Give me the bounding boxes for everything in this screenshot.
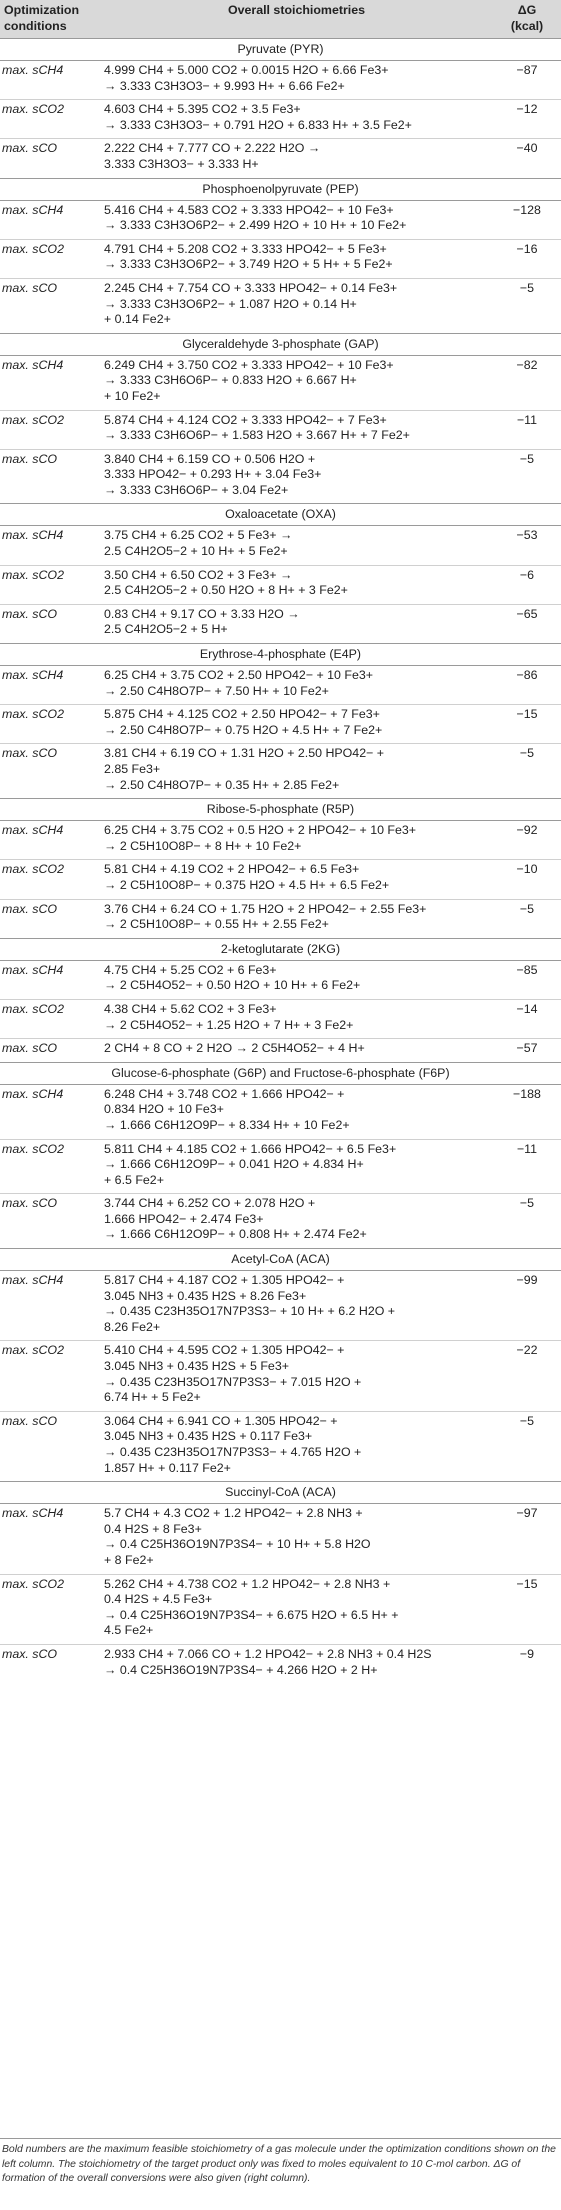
delta-g-cell: −11 bbox=[493, 1139, 561, 1194]
equation-line: 5.410 CH4 + 4.595 CO2 + 1.305 HPO42− + bbox=[104, 1343, 345, 1358]
equation-line: + 6.5 Fe2+ bbox=[104, 1172, 164, 1187]
stoichiometry-cell bbox=[100, 1271, 493, 1341]
header-conditions-line2: conditions bbox=[4, 19, 67, 33]
equation-line: 1.666 HPO42− + 2.474 Fe3+ bbox=[104, 1211, 264, 1226]
delta-g-cell: −22 bbox=[493, 1341, 561, 1411]
condition-cell: max. sCO2 bbox=[0, 1341, 100, 1411]
equation-line: 3.840 CH4 + 6.159 CO + 0.506 H2O + bbox=[104, 451, 316, 466]
delta-g-cell: −40 bbox=[493, 139, 561, 178]
condition-cell: max. sCO bbox=[0, 1039, 100, 1063]
equation-line: 8.26 Fe2+ bbox=[104, 1319, 161, 1334]
delta-g-cell: −10 bbox=[493, 860, 561, 899]
equation-line: 3.744 CH4 + 6.252 CO + 2.078 H2O + bbox=[104, 1196, 316, 1211]
equation-line: → 3.333 C3H3O3− + 9.993 H+ + 6.66 Fe2+ bbox=[104, 78, 345, 93]
equation-line: 5.874 CH4 + 4.124 CO2 + 3.333 HPO42− + 7 Fe3+ bbox=[104, 412, 387, 427]
table-row bbox=[0, 100, 561, 139]
condition-cell: max. sCH4 bbox=[2, 1506, 64, 1521]
section-title: Erythrose-4-phosphate (E4P) bbox=[0, 644, 561, 666]
stoichiometry-cell bbox=[100, 860, 493, 899]
section-title: Glyceraldehyde 3-phosphate (GAP) bbox=[0, 333, 561, 355]
stoichiometry-cell bbox=[100, 449, 493, 504]
section-header-row bbox=[0, 799, 561, 821]
stoichiometry-cell bbox=[100, 61, 493, 100]
section-title: 2-ketoglutarate (2KG) bbox=[0, 938, 561, 960]
equation-line: 6.74 H+ + 5 Fe2+ bbox=[104, 1390, 201, 1405]
equation-line: → 1.666 C6H12O9P− + 8.334 H+ + 10 Fe2+ bbox=[104, 1117, 350, 1132]
table-row bbox=[0, 1504, 561, 1574]
section-header-row bbox=[0, 333, 561, 355]
table-row bbox=[0, 960, 561, 999]
equation-line: → 2 C5H4O52− + 0.50 H2O + 10 H+ + 6 Fe2+ bbox=[104, 978, 361, 993]
delta-g-cell: −14 bbox=[493, 999, 561, 1038]
table-footnote: Bold numbers are the maximum feasible stoichiometry of a gas molecule under the optimization conditions shown on the left column. The stoichiometry of the target product only was fixed to moles equivalent to 10 C-mol carbon. ΔG of formation of the overall conversions were also given (right column). bbox=[0, 2138, 561, 2187]
section-title: Ribose-5-phosphate (R5P) bbox=[0, 799, 561, 821]
equation-line: 3.76 CH4 + 6.24 CO + 1.75 H2O + 2 HPO42− + 2.55 Fe3+ bbox=[104, 901, 427, 916]
delta-g-cell: −99 bbox=[516, 1273, 538, 1288]
section-header-row bbox=[0, 1249, 561, 1271]
condition-cell: max. sCO2 bbox=[0, 410, 100, 449]
equation-line: 5.875 CH4 + 4.125 CO2 + 2.50 HPO42− + 7 Fe3+ bbox=[104, 707, 380, 722]
equation-line: 2.222 CH4 + 7.777 CO + 2.222 H2O → bbox=[104, 141, 321, 156]
condition-cell: max. sCO bbox=[0, 604, 100, 643]
equation-line: → 2.50 C4H8O7P− + 7.50 H+ + 10 Fe2+ bbox=[104, 683, 329, 698]
stoichiometry-cell bbox=[100, 1139, 493, 1194]
equation-line: 2.5 C4H2O5−2 + 5 H+ bbox=[104, 622, 228, 637]
stoichiometry-cell bbox=[100, 999, 493, 1038]
equation-line: → 2.50 C4H8O7P− + 0.35 H+ + 2.85 Fe2+ bbox=[104, 777, 340, 792]
section-title: Succinyl-CoA (ACA) bbox=[0, 1482, 561, 1504]
section-header-row bbox=[0, 504, 561, 526]
equation-line: 5.81 CH4 + 4.19 CO2 + 2 HPO42− + 6.5 Fe3+ bbox=[104, 862, 360, 877]
equation-line: 2.933 CH4 + 7.066 CO + 1.2 HPO42− + 2.8 NH3 + 0.4 H2S bbox=[104, 1646, 432, 1661]
equation-line: → 2 C5H10O8P− + 8 H+ + 10 Fe2+ bbox=[104, 838, 302, 853]
table-row bbox=[0, 139, 561, 178]
table-row bbox=[0, 1139, 561, 1194]
table-row bbox=[0, 744, 561, 799]
condition-cell: max. sCH4 bbox=[2, 668, 64, 683]
delta-g-cell: −16 bbox=[493, 239, 561, 278]
condition-cell: max. sCH4 bbox=[2, 202, 64, 217]
table-row bbox=[0, 1411, 561, 1481]
equation-line: 4.38 CH4 + 5.62 CO2 + 3 Fe3+ bbox=[104, 1001, 277, 1016]
equation-line: → 0.4 C25H36O19N7P3S4− + 6.675 H2O + 6.5 H+ + bbox=[104, 1607, 399, 1622]
equation-line: → 3.333 C3H3O3− + 0.791 H2O + 6.833 H+ + 3.5 Fe2+ bbox=[104, 117, 412, 132]
delta-g-cell: −97 bbox=[516, 1506, 538, 1521]
equation-line: 0.83 CH4 + 9.17 CO + 3.33 H2O → bbox=[104, 606, 300, 621]
condition-cell: max. sCH4 bbox=[2, 962, 64, 977]
delta-g-cell: −12 bbox=[493, 100, 561, 139]
equation-line: 6.248 CH4 + 3.748 CO2 + 1.666 HPO42− + bbox=[104, 1086, 345, 1101]
stoichiometry-cell bbox=[100, 1341, 493, 1411]
equation-line: → 3.333 C3H6O6P− + 0.833 H2O + 6.667 H+ bbox=[104, 373, 357, 388]
equation-line: 5.262 CH4 + 4.738 CO2 + 1.2 HPO42− + 2.8 NH3 + bbox=[104, 1576, 391, 1591]
delta-g-cell: −85 bbox=[516, 962, 538, 977]
stoichiometry-cell bbox=[100, 1411, 493, 1481]
equation-line: 3.333 HPO42− + 0.293 H+ + 3.04 Fe3+ bbox=[104, 467, 322, 482]
table-row bbox=[0, 355, 561, 410]
header-row bbox=[0, 0, 561, 39]
section-title: Phosphoenolpyruvate (PEP) bbox=[0, 178, 561, 200]
table-row bbox=[0, 1194, 561, 1249]
condition-cell: max. sCO bbox=[0, 449, 100, 504]
header-dg-line2: (kcal) bbox=[510, 19, 544, 33]
delta-g-cell: −15 bbox=[493, 705, 561, 744]
table-row bbox=[0, 278, 561, 333]
condition-cell: max. sCH4 bbox=[2, 357, 64, 372]
table-row bbox=[0, 200, 561, 239]
table-row bbox=[0, 1039, 561, 1063]
equation-line: 2.5 C4H2O5−2 + 0.50 H2O + 8 H+ + 3 Fe2+ bbox=[104, 583, 348, 598]
equation-line: 3.75 CH4 + 6.25 CO2 + 5 Fe3+ → bbox=[104, 528, 293, 543]
section-header-row bbox=[0, 1062, 561, 1084]
equation-line: 4.75 CH4 + 5.25 CO2 + 6 Fe3+ bbox=[104, 962, 277, 977]
equation-line: 3.045 NH3 + 0.435 H2S + 0.117 Fe3+ bbox=[104, 1429, 313, 1444]
equation-line: → 2 C5H4O52− + 1.25 H2O + 7 H+ + 3 Fe2+ bbox=[104, 1017, 354, 1032]
condition-cell: max. sCO2 bbox=[0, 1574, 100, 1644]
equation-line: → 2 C5H10O8P− + 0.55 H+ + 2.55 Fe2+ bbox=[104, 917, 329, 932]
stoichiometry-cell bbox=[100, 1574, 493, 1644]
equation-line: → 3.333 C3H3O6P2− + 1.087 H2O + 0.14 H+ bbox=[104, 296, 357, 311]
table-row bbox=[0, 860, 561, 899]
condition-cell: max. sCO2 bbox=[0, 1139, 100, 1194]
condition-cell: max. sCH4 bbox=[2, 1086, 64, 1101]
equation-line: 3.064 CH4 + 6.941 CO + 1.305 HPO42− + bbox=[104, 1413, 338, 1428]
stoichiometry-cell bbox=[100, 239, 493, 278]
condition-cell: max. sCO bbox=[0, 1411, 100, 1481]
condition-cell: max. sCO2 bbox=[0, 100, 100, 139]
condition-cell: max. sCO bbox=[0, 1644, 100, 1683]
equation-line: → 1.666 C6H12O9P− + 0.808 H+ + 2.474 Fe2+ bbox=[104, 1227, 367, 1242]
condition-cell: max. sCO2 bbox=[0, 860, 100, 899]
stoichiometry-cell bbox=[100, 200, 493, 239]
stoichiometry-cell bbox=[100, 744, 493, 799]
condition-cell: max. sCH4 bbox=[2, 1273, 64, 1288]
table-row bbox=[0, 565, 561, 604]
delta-g-cell: −128 bbox=[513, 202, 541, 217]
header-stoichiometries: Overall stoichiometries bbox=[100, 0, 493, 39]
stoichiometry-cell bbox=[100, 1039, 493, 1063]
stoichiometry-cell bbox=[100, 355, 493, 410]
delta-g-cell: −5 bbox=[493, 744, 561, 799]
section-title: Pyruvate (PYR) bbox=[0, 39, 561, 61]
equation-line: → 3.333 C3H6O6P− + 1.583 H2O + 3.667 H+ + 7 Fe2+ bbox=[104, 428, 410, 443]
equation-line: 0.4 H2S + 8 Fe3+ bbox=[104, 1521, 202, 1536]
delta-g-cell: −5 bbox=[493, 1411, 561, 1481]
equation-line: → 0.435 C23H35O17N7P3S3− + 7.015 H2O + bbox=[104, 1374, 362, 1389]
equation-line: 1.857 H+ + 0.117 Fe2+ bbox=[104, 1460, 231, 1475]
section-header-row bbox=[0, 644, 561, 666]
delta-g-cell: −57 bbox=[493, 1039, 561, 1063]
table-row bbox=[0, 604, 561, 643]
table-row bbox=[0, 999, 561, 1038]
section-header-row bbox=[0, 39, 561, 61]
header-delta-g bbox=[493, 0, 561, 39]
header-conditions bbox=[0, 0, 100, 39]
section-title: Oxaloacetate (OXA) bbox=[0, 504, 561, 526]
equation-line: 6.25 CH4 + 3.75 CO2 + 0.5 H2O + 2 HPO42− + 10 Fe3+ bbox=[104, 823, 417, 838]
delta-g-cell: −9 bbox=[493, 1644, 561, 1683]
equation-line: 4.5 Fe2+ bbox=[104, 1623, 154, 1638]
table-row bbox=[0, 526, 561, 565]
condition-cell: max. sCO bbox=[0, 278, 100, 333]
equation-line: 2.5 C4H2O5−2 + 10 H+ + 5 Fe2+ bbox=[104, 544, 288, 559]
equation-line: 3.333 C3H3O3− + 3.333 H+ bbox=[104, 156, 259, 171]
equation-line: 3.81 CH4 + 6.19 CO + 1.31 H2O + 2.50 HPO42− + bbox=[104, 746, 384, 761]
equation-line: 4.791 CH4 + 5.208 CO2 + 3.333 HPO42− + 5 Fe3+ bbox=[104, 241, 387, 256]
stoichiometry-cell bbox=[100, 1504, 493, 1574]
delta-g-cell: −82 bbox=[516, 357, 538, 372]
equation-line: → 2.50 C4H8O7P− + 0.75 H2O + 4.5 H+ + 7 Fe2+ bbox=[104, 722, 383, 737]
condition-cell: max. sCO2 bbox=[0, 239, 100, 278]
table-body bbox=[0, 39, 561, 1684]
delta-g-cell: −188 bbox=[513, 1086, 541, 1101]
equation-line: → 3.333 C3H3O6P2− + 3.749 H2O + 5 H+ + 5 Fe2+ bbox=[104, 257, 393, 272]
stoichiometry-cell bbox=[100, 604, 493, 643]
stoichiometry-cell bbox=[100, 139, 493, 178]
equation-line: 0.834 H2O + 10 Fe3+ bbox=[104, 1102, 224, 1117]
equation-line: + 8 Fe2+ bbox=[104, 1552, 154, 1567]
stoichiometry-cell bbox=[100, 100, 493, 139]
equation-line: → 0.435 C23H35O17N7P3S3− + 4.765 H2O + bbox=[104, 1445, 362, 1459]
equation-line: 3.045 NH3 + 0.435 H2S + 5 Fe3+ bbox=[104, 1359, 289, 1374]
condition-cell: max. sCH4 bbox=[2, 528, 64, 543]
stoichiometry-cell bbox=[100, 666, 493, 705]
stoichiometry-cell bbox=[100, 960, 493, 999]
delta-g-cell: −15 bbox=[493, 1574, 561, 1644]
equation-line: 5.817 CH4 + 4.187 CO2 + 1.305 HPO42− + bbox=[104, 1273, 345, 1288]
stoichiometry-cell bbox=[100, 1194, 493, 1249]
stoichiometry-cell bbox=[100, 705, 493, 744]
delta-g-cell: −92 bbox=[516, 823, 538, 838]
delta-g-cell: −65 bbox=[493, 604, 561, 643]
equation-line: → 3.333 C3H3O6P2− + 2.499 H2O + 10 H+ + 10 Fe2+ bbox=[104, 218, 407, 233]
stoichiometry-cell bbox=[100, 1084, 493, 1139]
table-row bbox=[0, 899, 561, 938]
equation-line: → 0.4 C25H36O19N7P3S4− + 4.266 H2O + 2 H+ bbox=[104, 1662, 378, 1677]
stoichiometry-cell bbox=[100, 526, 493, 565]
condition-cell: max. sCO bbox=[0, 899, 100, 938]
table-row bbox=[0, 1084, 561, 1139]
table-row bbox=[0, 61, 561, 100]
section-title: Glucose-6-phosphate (G6P) and Fructose-6-phosphate (F6P) bbox=[0, 1062, 561, 1084]
stoichiometry-cell bbox=[100, 278, 493, 333]
stoichiometry-cell bbox=[100, 565, 493, 604]
condition-cell: max. sCO bbox=[0, 1194, 100, 1249]
delta-g-cell: −86 bbox=[516, 668, 538, 683]
condition-cell: max. sCH4 bbox=[2, 823, 64, 838]
equation-line: 0.4 H2S + 4.5 Fe3+ bbox=[104, 1592, 213, 1607]
equation-line: 5.7 CH4 + 4.3 CO2 + 1.2 HPO42− + 2.8 NH3 + bbox=[104, 1506, 363, 1521]
equation-line: + 10 Fe2+ bbox=[104, 388, 161, 403]
table-row bbox=[0, 1271, 561, 1341]
table-row bbox=[0, 1644, 561, 1683]
section-header-row bbox=[0, 938, 561, 960]
condition-cell: max. sCO bbox=[0, 139, 100, 178]
equation-line: → 0.435 C23H35O17N7P3S3− + 10 H+ + 6.2 H2O + bbox=[104, 1304, 396, 1319]
delta-g-cell: −87 bbox=[516, 63, 538, 77]
equation-line: 4.603 CH4 + 5.395 CO2 + 3.5 Fe3+ bbox=[104, 102, 301, 117]
delta-g-cell: −53 bbox=[516, 528, 538, 543]
equation-line: 4.999 CH4 + 5.000 CO2 + 0.0015 H2O + 6.66 Fe3+ bbox=[104, 63, 389, 77]
section-header-row bbox=[0, 1482, 561, 1504]
equation-line: → 1.666 C6H12O9P− + 0.041 H2O + 4.834 H+ bbox=[104, 1157, 364, 1172]
equation-line: → 2 C5H10O8P− + 0.375 H2O + 4.5 H+ + 6.5 Fe2+ bbox=[104, 877, 390, 892]
delta-g-cell: −5 bbox=[493, 899, 561, 938]
equation-line: → 0.4 C25H36O19N7P3S4− + 10 H+ + 5.8 H2O bbox=[104, 1537, 371, 1552]
section-title: Acetyl-CoA (ACA) bbox=[0, 1249, 561, 1271]
delta-g-cell: −11 bbox=[493, 410, 561, 449]
stoichiometry-cell bbox=[100, 1644, 493, 1683]
delta-g-cell: −6 bbox=[493, 565, 561, 604]
table-row bbox=[0, 1574, 561, 1644]
equation-line: 6.249 CH4 + 3.750 CO2 + 3.333 HPO42− + 10 Fe3+ bbox=[104, 357, 394, 372]
section-header-row bbox=[0, 178, 561, 200]
condition-cell: max. sCO2 bbox=[0, 999, 100, 1038]
condition-cell: max. sCO2 bbox=[0, 705, 100, 744]
condition-cell: max. sCO bbox=[0, 744, 100, 799]
table-row bbox=[0, 821, 561, 860]
table-row bbox=[0, 410, 561, 449]
equation-line: 3.50 CH4 + 6.50 CO2 + 3 Fe3+ → bbox=[104, 567, 293, 582]
equation-line: + 0.14 Fe2+ bbox=[104, 312, 171, 327]
condition-cell: max. sCH4 bbox=[2, 63, 64, 77]
condition-cell: max. sCO2 bbox=[0, 565, 100, 604]
equation-line: 2 CH4 + 8 CO + 2 H2O → 2 C5H4O52− + 4 H+ bbox=[104, 1041, 365, 1056]
stoichiometry-cell bbox=[100, 821, 493, 860]
table-row bbox=[0, 1341, 561, 1411]
stoichiometry-cell bbox=[100, 899, 493, 938]
equation-line: 2.85 Fe3+ bbox=[104, 762, 161, 776]
equation-line: 3.045 NH3 + 0.435 H2S + 8.26 Fe3+ bbox=[104, 1288, 307, 1303]
table-row bbox=[0, 239, 561, 278]
equation-line: → 3.333 C3H6O6P− + 3.04 Fe2+ bbox=[104, 482, 289, 497]
equation-line: 2.245 CH4 + 7.754 CO + 3.333 HPO42− + 0.14 Fe3+ bbox=[104, 280, 398, 295]
stoichiometry-cell bbox=[100, 410, 493, 449]
table-row bbox=[0, 705, 561, 744]
table-row bbox=[0, 449, 561, 504]
delta-g-cell: −5 bbox=[493, 449, 561, 504]
delta-g-cell: −5 bbox=[493, 278, 561, 333]
equation-line: 5.416 CH4 + 4.583 CO2 + 3.333 HPO42− + 10 Fe3+ bbox=[104, 202, 394, 217]
header-dg-line1: ΔG bbox=[517, 3, 537, 17]
equation-line: 6.25 CH4 + 3.75 CO2 + 2.50 HPO42− + 10 Fe3+ bbox=[104, 668, 373, 683]
equation-line: 5.811 CH4 + 4.185 CO2 + 1.666 HPO42− + 6.5 Fe3+ bbox=[104, 1141, 397, 1156]
table-row bbox=[0, 666, 561, 705]
delta-g-cell: −5 bbox=[493, 1194, 561, 1249]
header-conditions-line1: Optimization bbox=[4, 3, 80, 17]
